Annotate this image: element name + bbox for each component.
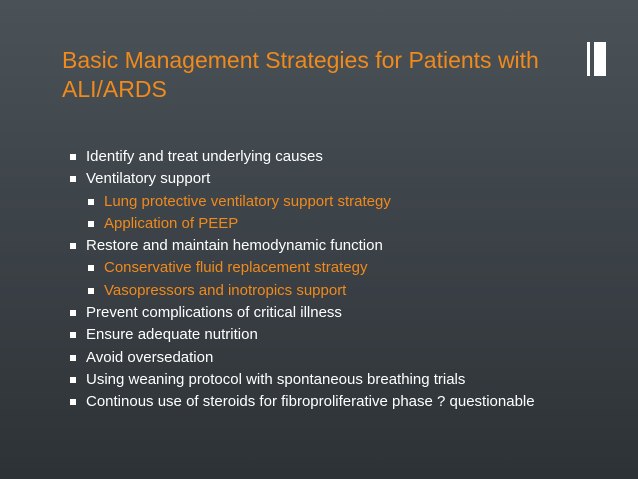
decorative-bar-thick bbox=[594, 42, 606, 76]
bullet-item: Avoid oversedation bbox=[66, 347, 606, 369]
decorative-bar-thin bbox=[587, 42, 590, 76]
sub-bullet-item: Conservative fluid replacement strategy bbox=[84, 257, 606, 279]
sub-bullet-item: Vasopressors and inotropics support bbox=[84, 280, 606, 302]
bullet-item: Ensure adequate nutrition bbox=[66, 324, 606, 346]
bullet-list bbox=[66, 146, 606, 414]
sub-bullet-item: Lung protective ventilatory support strategy bbox=[84, 191, 606, 213]
sub-bullet-item: Application of PEEP bbox=[84, 213, 606, 235]
bullet-item: Identify and treat underlying causes bbox=[66, 146, 606, 168]
bullet-item: Restore and maintain hemodynamic function bbox=[66, 235, 606, 257]
bullet-item: Prevent complications of critical illness bbox=[66, 302, 606, 324]
bullet-item: Using weaning protocol with spontaneous breathing trials bbox=[66, 369, 606, 391]
slide-title: Basic Management Strategies for Patients with ALI/ARDS bbox=[62, 47, 539, 102]
bullet-item: Continous use of steroids for fibroproliferative phase ? questionable bbox=[66, 391, 606, 413]
bullet-item: Ventilatory support bbox=[66, 168, 606, 190]
